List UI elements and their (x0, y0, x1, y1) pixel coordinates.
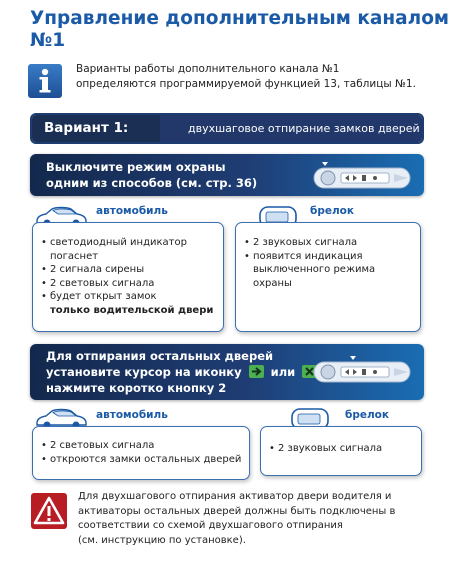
step2-or: или (270, 365, 296, 379)
list-item: • будет открыт замок (41, 290, 217, 304)
list-item: • появится индикация (244, 250, 414, 264)
info-text (76, 62, 448, 92)
car-result-card (32, 222, 224, 332)
fob-result-card (235, 222, 421, 332)
list-item: • 2 сигнала сирены (41, 263, 217, 277)
list-item: • светодиодный индикатор (41, 236, 217, 250)
step2-text (46, 348, 320, 396)
list-item: только водительской двери (50, 304, 214, 316)
list-item: • 2 звуковых сигнала (244, 236, 414, 250)
car-heading: автомобиль (96, 205, 168, 217)
list-item: • откроются замки остальных дверей (41, 453, 245, 467)
step1-line: одним из способов (см. стр. 36) (46, 176, 258, 190)
step1-text (46, 159, 257, 191)
step2-line: Для отпирания остальных дверей (46, 349, 274, 363)
variant-header (30, 113, 424, 144)
warning-icon (31, 493, 67, 529)
step1-line: Выключите режим охраны (46, 160, 226, 174)
list-item: • 2 световых сигнала (41, 277, 217, 291)
fob-heading: брелок (310, 205, 354, 217)
info-line: Варианты работы дополнительного канала №1 (76, 63, 340, 75)
fob-result-card (260, 426, 422, 476)
info-icon (28, 64, 62, 98)
step2-line: нажмите коротко кнопку 2 (46, 381, 227, 395)
step2-line (46, 364, 320, 380)
fob-heading: брелок (345, 409, 389, 421)
warning-line: соответствии со схемой двухшагового отпирания (78, 520, 343, 531)
list-item: погаснет (50, 250, 99, 262)
list-item: • 2 световых сигнала (41, 439, 245, 453)
info-line: определяются программируемой функцией 13, таблицы №1. (76, 78, 416, 90)
car-heading: автомобиль (96, 409, 168, 421)
unlock-arrow-icon (249, 365, 264, 378)
page-title: Управление дополнительным каналом №1 (30, 8, 450, 51)
list-item: • 2 звуковых сигнала (269, 442, 415, 456)
warning-line: (см. инструкцию по установке). (78, 534, 246, 546)
variant-label: Вариант 1: (32, 115, 160, 142)
list-item: выключенного режима (253, 264, 376, 275)
warning-line: активаторы остальных дверей должны быть подключены в (78, 505, 396, 517)
warning-line: Для двухшагового отпирания активатор двери водителя и (78, 491, 392, 502)
list-item: охраны (253, 277, 292, 289)
key-fob-remote-icon (312, 162, 412, 190)
variant-description: двухшаговое отпирание замков дверей (160, 115, 422, 142)
warning-text (78, 490, 438, 548)
key-fob-remote-icon (312, 356, 412, 384)
step2-line-part: установите курсор на иконку (46, 365, 242, 379)
car-result-card (32, 426, 250, 480)
